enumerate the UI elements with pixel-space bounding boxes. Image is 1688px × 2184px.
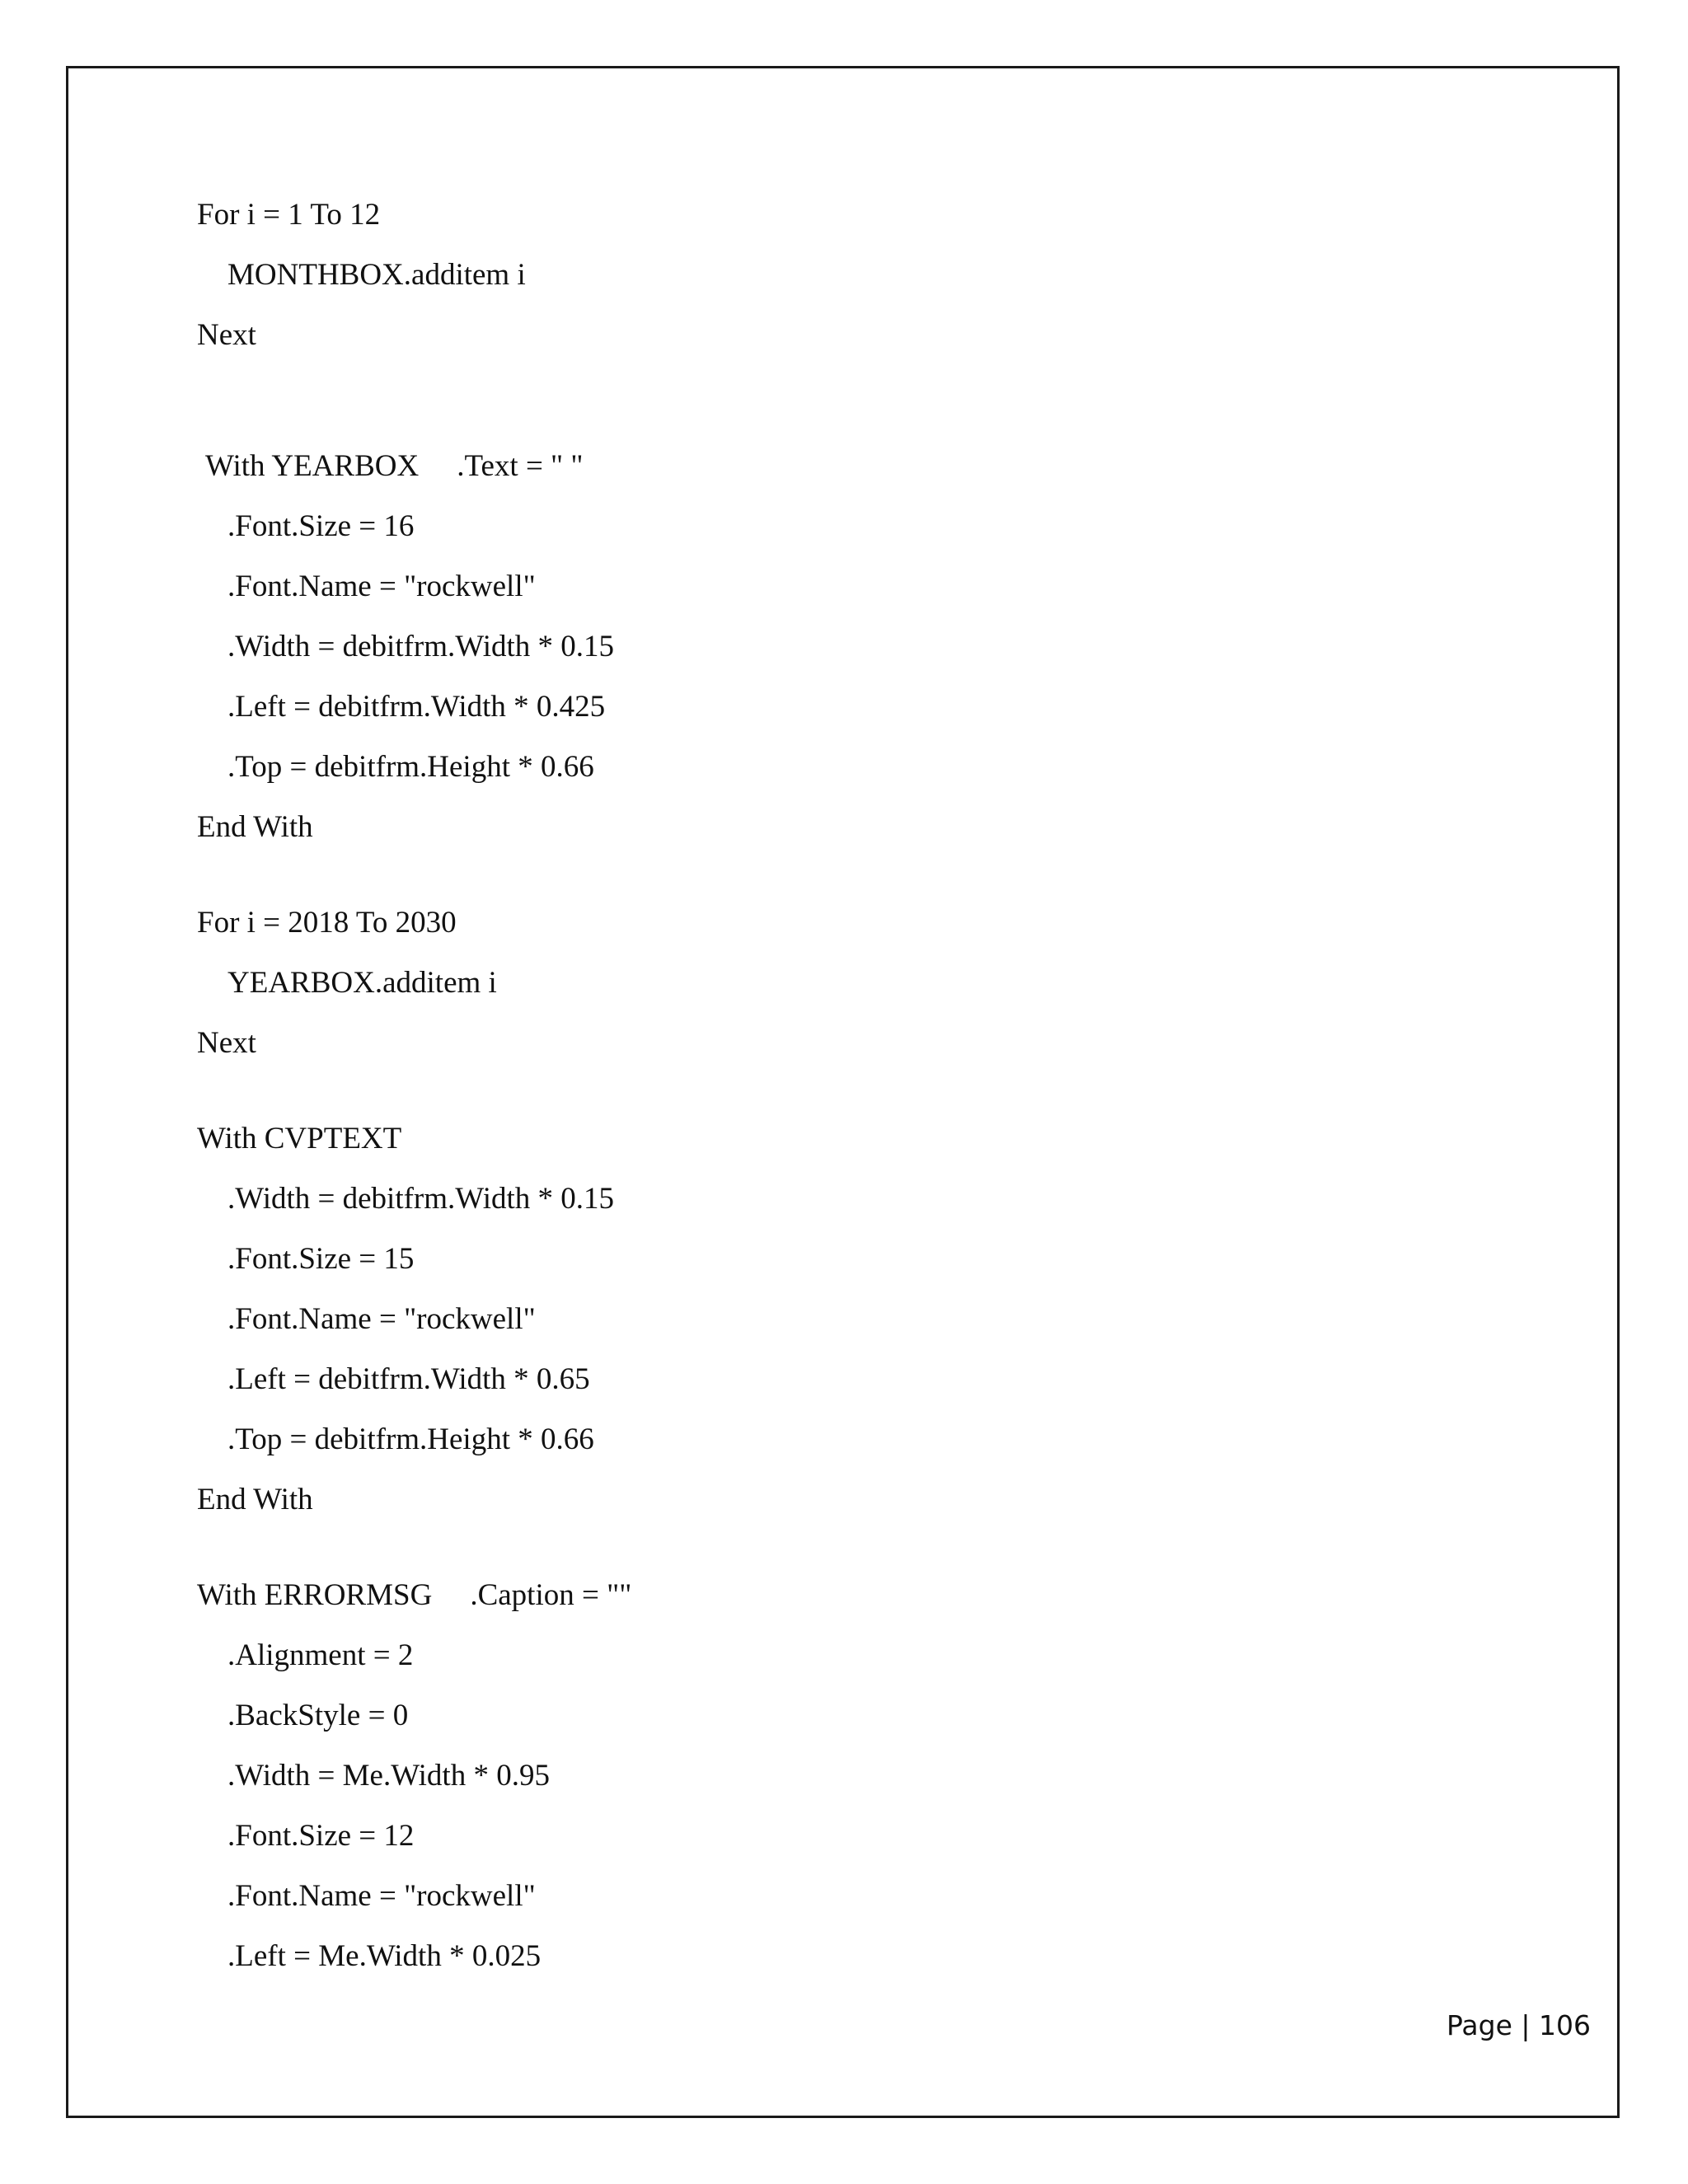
code-line: .Font.Size = 15 [227,1242,415,1276]
code-line: MONTHBOX.additem i [227,258,526,292]
code-line: .Left = Me.Width * 0.025 [227,1939,542,1973]
code-line: .Width = Me.Width * 0.95 [227,1759,550,1793]
code-line: .Font.Size = 12 [227,1819,415,1853]
code-line: .Font.Name = "rockwell" [227,569,536,603]
code-line: .Alignment = 2 [227,1638,414,1672]
code-line: .Width = debitfrm.Width * 0.15 [227,630,615,663]
code-line: .Font.Size = 16 [227,509,415,543]
code-line: .Top = debitfrm.Height * 0.66 [227,1422,594,1456]
code-line: End With [197,1483,313,1516]
page-border [66,66,1620,2118]
code-line: .Font.Name = "rockwell" [227,1302,536,1336]
code-line: .Font.Name = "rockwell" [227,1879,536,1913]
code-line: For i = 1 To 12 [197,198,381,232]
with-property: .Text = " " [457,449,584,483]
with-object: With YEARBOX [205,449,420,483]
code-line: .Width = debitfrm.Width * 0.15 [227,1182,615,1216]
code-line: With CVPTEXT [197,1122,402,1155]
code-line: YEARBOX.additem i [227,966,497,1000]
code-line: Next [197,1026,256,1060]
code-line-with [197,1577,631,1614]
code-line: End With [197,810,313,844]
code-line-with [205,448,584,485]
code-line: .Left = debitfrm.Width * 0.65 [227,1362,590,1396]
code-line: .Top = debitfrm.Height * 0.66 [227,750,594,784]
code-line: .BackStyle = 0 [227,1699,409,1732]
page-number: Page | 106 [1447,2009,1591,2041]
code-line: .Left = debitfrm.Width * 0.425 [227,690,606,724]
code-line: Next [197,318,256,352]
with-object: With ERRORMSG [197,1578,433,1612]
with-property: .Caption = "" [470,1578,632,1612]
code-line: For i = 2018 To 2030 [197,906,457,940]
